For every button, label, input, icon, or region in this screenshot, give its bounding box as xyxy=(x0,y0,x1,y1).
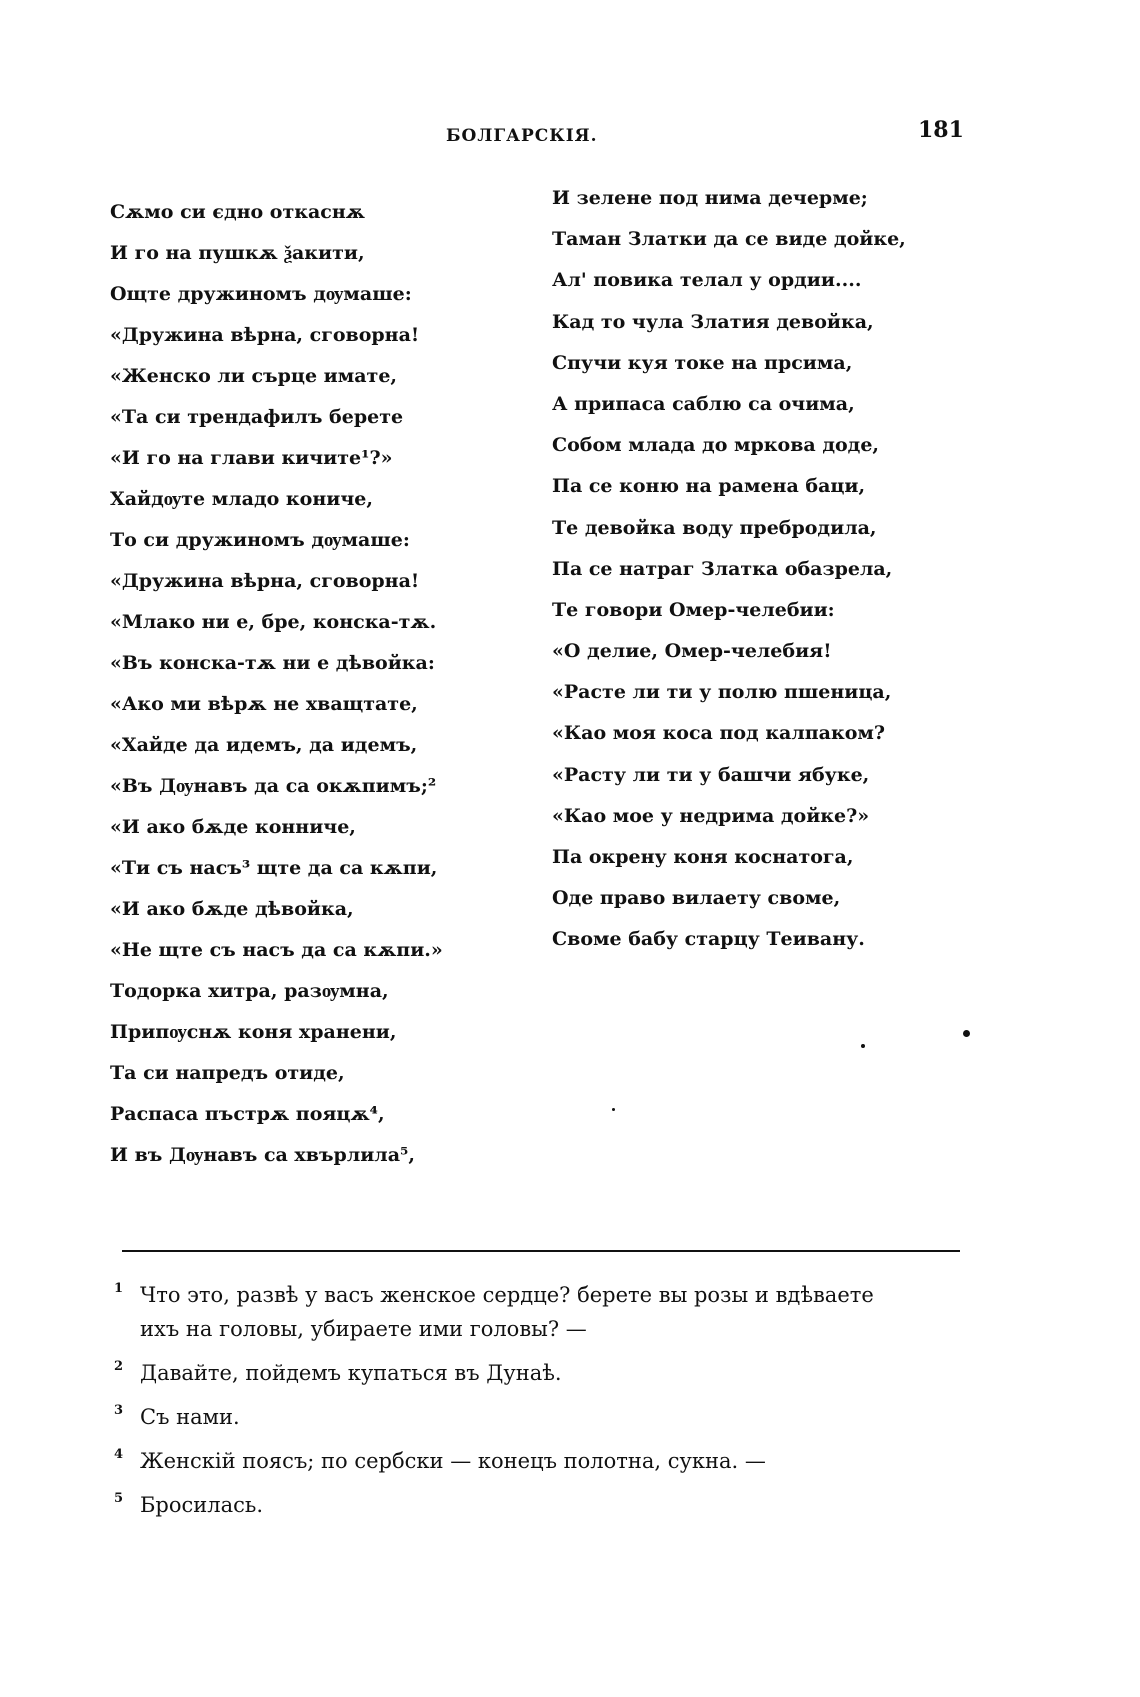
poem-line: Оде право вилаету своме, xyxy=(552,887,841,910)
page-number: 181 xyxy=(918,117,964,143)
poem-line: «Расту ли ти у башчи ябуке, xyxy=(552,763,870,786)
footnote xyxy=(114,1356,994,1390)
poem-line: «Као моя коса под калпаком? xyxy=(552,722,886,745)
footnote-number: 2 xyxy=(114,1359,124,1374)
poem-line: «Дружина вѣрна, сговорна! xyxy=(110,570,420,592)
footnote xyxy=(114,1400,994,1434)
poem-line: Те говори Омер-челебии: xyxy=(552,598,835,621)
poem-line: «И го на глави кичите¹?» xyxy=(110,447,393,469)
left-poem-column xyxy=(110,192,443,1176)
poem-line: Па се коню на рамена баци, xyxy=(552,475,866,498)
poem-line: Па окрену коня коснатога, xyxy=(552,846,854,868)
poem-line: «И ако бѫде дѣвойка, xyxy=(110,898,354,920)
footnote xyxy=(114,1278,994,1346)
poem-line: «И ако бѫде конниче, xyxy=(110,816,356,838)
footnote-text: Бросилась. xyxy=(140,1493,264,1517)
footnote-text: Давайте, пойдемъ купаться въ Дунаѣ. xyxy=(140,1361,562,1385)
poem-line: «Расте ли ти у полю пшеница, xyxy=(552,681,892,704)
poem-line: Кад то чула Златия девойка, xyxy=(552,310,874,333)
footnote-text: Женскій поясъ; по сербски — конецъ полотна, сукна. — xyxy=(140,1449,766,1473)
poem-line: Собом млада до мркова доде, xyxy=(552,434,880,457)
footnote-number: 5 xyxy=(114,1491,124,1506)
ink-speck xyxy=(861,1044,865,1048)
ink-speck xyxy=(963,1030,970,1037)
footnote-text: Что это, развѣ у васъ женское сердце? берете вы розы и вдѣваете ихъ на головы, убираете ими головы? — xyxy=(140,1283,874,1341)
footnote-number: 4 xyxy=(114,1447,124,1462)
poem-line: И зелене под нима дечерме; xyxy=(552,187,868,209)
poem-line: Ал' повика телал у ордии.... xyxy=(552,269,862,292)
poem-line: Па се натраг Златка обазрела, xyxy=(552,557,893,580)
poem-line: А припаса саблю са очима, xyxy=(552,392,855,415)
poem-line: «Та си трендафилъ берете xyxy=(110,406,404,428)
poem-line: «Женско ли сърце имате, xyxy=(110,365,398,387)
poem-line: Спучи куя токе на прсима, xyxy=(552,351,853,374)
footnote-text: Съ нами. xyxy=(140,1405,240,1429)
poem-line: То си дружиномъ дѹмаше: xyxy=(110,529,410,551)
poem-line: «Въ Дѹнавъ да са окѫпимъ;² xyxy=(110,775,437,797)
poem-line: Припѹснѫ коня хранени, xyxy=(110,1021,397,1043)
footnote-number: 1 xyxy=(114,1281,124,1296)
poem-line: Тодорка хитра, разѹмна, xyxy=(110,980,389,1002)
poem-line: «Ако ми вѣрѫ не хващтате, xyxy=(110,693,418,715)
poem-line: Распаса пъстрѫ пояцѫ⁴, xyxy=(110,1103,385,1125)
poem-line: Своме бабу старцу Теивану. xyxy=(552,928,865,951)
poem-line: Таман Златки да се виде дойке, xyxy=(552,228,906,251)
poem-line: Та си напредъ отиде, xyxy=(110,1062,345,1084)
poem-line: Хайдѹтe младо коничe, xyxy=(110,488,373,510)
poem-line: «Дружина вѣрна, сговорна! xyxy=(110,324,420,346)
poem-line: И го на пушкѫ ѯакити, xyxy=(110,242,365,264)
poem-line: «Млако ни е, бре, конска-тѫ. xyxy=(110,611,437,633)
poem-line: Те девойка воду пребродила, xyxy=(552,516,877,539)
poem-line: «О делие, Омер-челебия! xyxy=(552,640,832,663)
poem-line: «Въ конска-тѫ ни е дѣвойка: xyxy=(110,652,435,674)
footnote xyxy=(114,1488,994,1522)
poem-line: И въ Дѹнавъ са хвърлила⁵, xyxy=(110,1144,415,1166)
poem-line: «Као мое у недрима дойке?» xyxy=(552,804,870,827)
footnote-number: 3 xyxy=(114,1403,124,1418)
footnote xyxy=(114,1444,994,1478)
poem-line: «Не щте съ насъ да са кѫпи.» xyxy=(110,939,443,961)
footnote-rule xyxy=(122,1250,960,1252)
poem-line: Ощте дружиномъ дѹмаше: xyxy=(110,283,412,305)
right-poem-column xyxy=(552,178,906,961)
poem-line: «Хайде да идемъ, да идемъ, xyxy=(110,734,418,756)
poem-line: Сѫмо си єдно откаснѫ xyxy=(110,201,365,223)
poem-line: «Ти съ насъ³ щте да са кѫпи, xyxy=(110,857,438,879)
footnotes xyxy=(114,1278,994,1532)
running-header-title: БОЛГАРСКІЯ. xyxy=(446,126,598,146)
ink-speck xyxy=(612,1108,615,1111)
